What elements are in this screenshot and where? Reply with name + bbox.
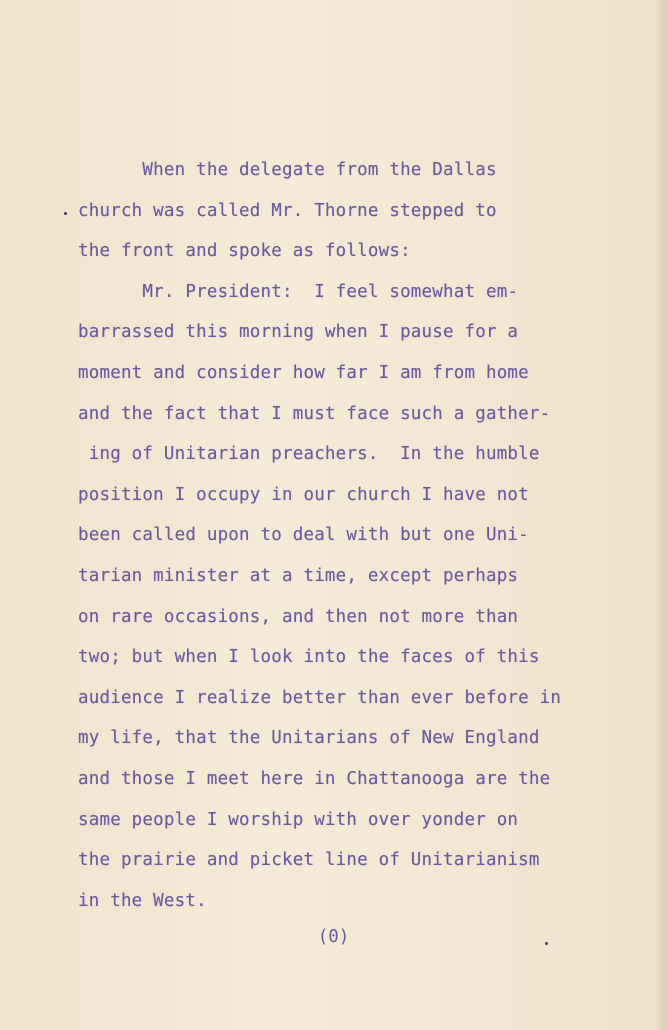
text-line: barrassed this morning when I pause for a	[78, 322, 519, 343]
text-line: and those I meet here in Chattanooga are the	[78, 768, 551, 789]
text-line: the front and spoke as follows:	[78, 241, 411, 262]
text-line: and the fact that I must face such a gather-	[78, 403, 551, 424]
text-line: on rare occasions, and then not more than	[78, 606, 519, 627]
text-line: my life, that the Unitarians of New England	[78, 728, 540, 749]
text-line: audience I realize better than ever before in	[78, 687, 562, 708]
text-line: Mr. President: I feel somewhat em-	[78, 281, 519, 302]
text-line: moment and consider how far I am from home	[78, 362, 529, 383]
text-line: When the delegate from the Dallas	[78, 160, 497, 180]
ink-speck	[545, 942, 548, 945]
text-line: two; but when I look into the faces of this	[78, 647, 540, 668]
text-line: same people I worship with over yonder on	[78, 809, 519, 830]
typed-text-block	[78, 154, 638, 925]
text-line: tarian minister at a time, except perhaps	[78, 565, 519, 586]
page-number: (0)	[317, 927, 350, 947]
text-line: been called upon to deal with but one Uni-	[78, 525, 529, 546]
text-line: ing of Unitarian preachers. In the humble	[78, 444, 540, 465]
text-line: church was called Mr. Thorne stepped to	[78, 200, 497, 221]
ink-speck	[64, 212, 67, 215]
text-line: in the West.	[78, 890, 207, 911]
page-edge-shadow	[657, 0, 667, 1030]
text-line: the prairie and picket line of Unitarianism	[78, 850, 540, 871]
text-line: position I occupy in our church I have not	[78, 484, 529, 505]
